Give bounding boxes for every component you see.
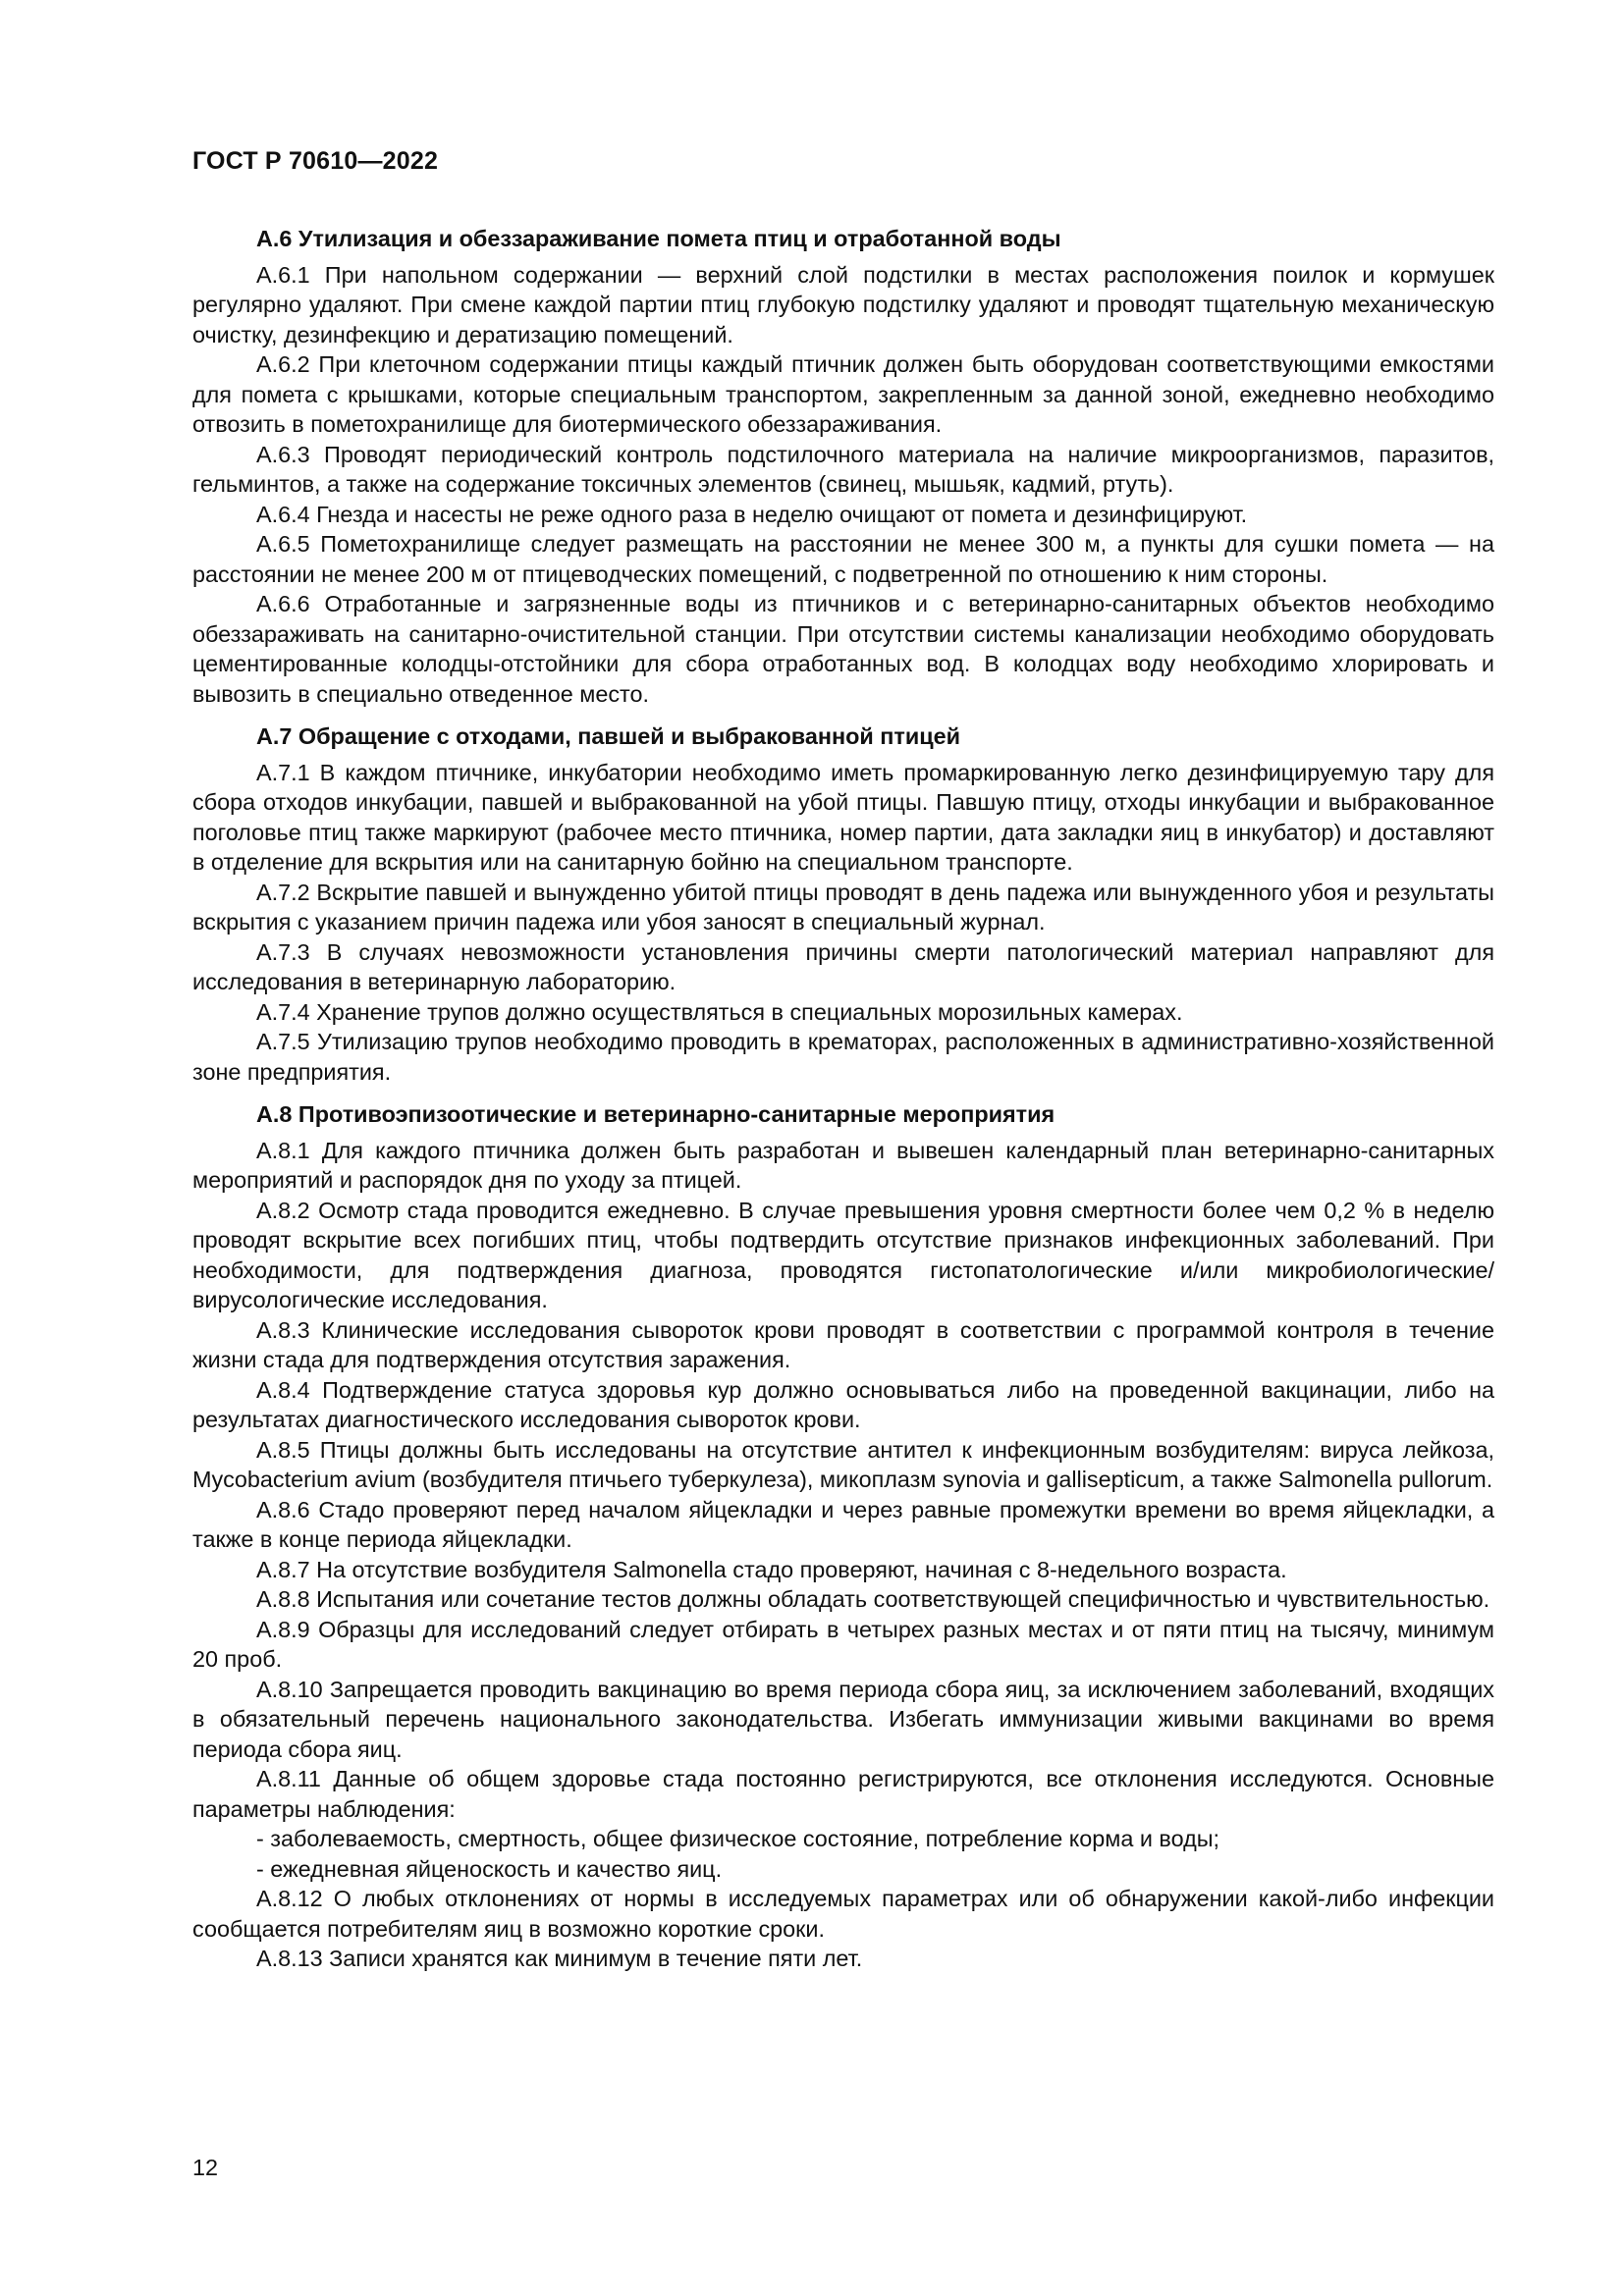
paragraph: А.7.2 Вскрытие павшей и вынужденно убитой птицы проводят в день падежа или вынужденного убоя и результаты вскрытия с указанием причин падежа или убоя заносят в специальный журнал. <box>192 879 1494 934</box>
paragraph: А.6.2 При клеточном содержании птицы каждый птичник должен быть оборудован соответствующими емкостями для помета с крышками, которые специальным транспортом, закрепленным за данной зоной, ежедневно необходимо отвозить в пометохранилище для биотермического обеззараживания. <box>192 351 1494 437</box>
paragraph: А.8.2 Осмотр стада проводится ежедневно. В случае превышения уровня смертности более чем 0,2 % в неделю проводят вскрытие всех погибших птиц, чтобы подтвердить отсутствие признаков инфекционных заболеваний. При необходимости, для подтверждения диагноза, проводятся гистопатологические и/или микробиологические/вирусологические исследования. <box>192 1197 1494 1312</box>
document-body <box>192 224 1494 1987</box>
paragraph: А.6.1 При напольном содержании — верхний слой подстилки в местах расположения поилок и кормушек регулярно удаляют. При смене каждой партии птиц глубокую подстилку удаляют и проводят тщательную механическую очистку, дезинфекцию и дератизацию помещений. <box>192 261 1494 347</box>
paragraph: А.8.8 Испытания или сочетание тестов должны обладать соответствующей специфичностью и чувствительностью. <box>256 1586 1490 1612</box>
paragraph: А.8.12 О любых отклонениях от нормы в исследуемых параметрах или об обнаружении какой-либо инфекции сообщается потребителям яиц в возможно короткие сроки. <box>192 1886 1494 1942</box>
paragraph: А.8.7 На отсутствие возбудителя Salmonella стадо проверяют, начиная с 8-недельного возраста. <box>256 1556 1287 1582</box>
paragraph: А.7.3 В случаях невозможности установления причины смерти патологический материал направляют для исследования в ветеринарную лабораторию. <box>192 938 1494 994</box>
paragraph: А.7.5 Утилизацию трупов необходимо проводить в крематорах, расположенных в административно-хозяйственной зоне предприятия. <box>192 1029 1494 1085</box>
page-number: 12 <box>192 2155 219 2180</box>
section-heading: А.6 Утилизация и обеззараживание помета птиц и отработанной воды <box>256 226 1061 251</box>
paragraph: А.8.3 Клинические исследования сывороток крови проводят в соответствии с программой контроля в течение жизни стада для подтверждения отсутствия заражения. <box>192 1316 1494 1372</box>
document-header: ГОСТ Р 70610—2022 <box>192 147 439 175</box>
paragraph: А.6.4 Гнезда и насесты не реже одного раза в неделю очищают от помета и дезинфицируют. <box>256 501 1248 527</box>
bullet-item: - ежедневная яйценоскость и качество яиц. <box>256 1855 723 1882</box>
paragraph: А.8.9 Образцы для исследований следует отбирать в четырех разных местах и от пяти птиц на тысячу, минимум 20 проб. <box>192 1616 1494 1672</box>
paragraph: А.6.6 Отработанные и загрязненные воды из птичников и с ветеринарно-санитарных объектов необходимо обеззараживать на санитарно-очистительной станции. При отсутствии системы канализации необходимо оборудовать цементированные колодцы-отстойники для сбора отработанных вод. В колодцах воду необходимо хлорировать и вывозить в специально отведенное место. <box>192 591 1494 707</box>
section-heading: А.7 Обращение с отходами, павшей и выбракованной птицей <box>256 723 960 749</box>
paragraph: А.6.5 Пометохранилище следует размещать на расстоянии не менее 300 м, а пункты для сушки помета — на расстоянии не менее 200 м от птицеводческих помещений, с подветренной по отношению к ним стороны. <box>192 531 1494 587</box>
paragraph: А.8.4 Подтверждение статуса здоровья кур должно основываться либо на проведенной вакцинации, либо на результатах диагностического исследования сывороток крови. <box>192 1376 1494 1432</box>
paragraph: А.8.13 Записи хранятся как минимум в течение пяти лет. <box>256 1946 863 1971</box>
paragraph: А.8.10 Запрещается проводить вакцинацию во время периода сбора яиц, за исключением заболеваний, входящих в обязательный перечень национального законодательства. Избегать иммунизации живыми вакцинами во время периода сбора яиц. <box>192 1676 1494 1762</box>
bullet-item: - заболеваемость, смертность, общее физическое состояние, потребление корма и воды; <box>256 1826 1220 1851</box>
paragraph: А.7.4 Хранение трупов должно осуществляться в специальных морозильных камерах. <box>256 998 1183 1025</box>
section-a7 <box>192 721 1494 1087</box>
paragraph: А.8.5 Птицы должны быть исследованы на отсутствие антител к инфекционным возбудителям: вируса лейкоза, Mycobacterium avium (возбудителя птичьего туберкулеза), микоплазм synovia и gallisepticum, а также Salmonella pullorum. <box>192 1436 1494 1492</box>
paragraph: А.8.11 Данные об общем здоровье стада постоянно регистрируются, все отклонения исследуются. Основные параметры наблюдения: <box>192 1766 1494 1822</box>
paragraph: А.8.6 Стадо проверяют перед началом яйцекладки и через равные промежутки времени во время яйцекладки, а также в конце периода яйцекладки. <box>192 1496 1494 1552</box>
paragraph: А.7.1 В каждом птичнике, инкубатории необходимо иметь промаркированную легко дезинфицируемую тару для сбора отходов инкубации, павшей и выбракованной на убой птицы. Павшую птицу, отходы инкубации и выбракованное поголовье птиц также маркируют (рабочее место птичника, номер партии, дата закладки яиц в инкубатор) и доставляют в отделение для вскрытия или на санитарную бойню на специальном транспорте. <box>192 759 1494 875</box>
section-heading: А.8 Противоэпизоотические и ветеринарно-санитарные мероприятия <box>256 1101 1056 1127</box>
paragraph: А.6.3 Проводят периодический контроль подстилочного материала на наличие микроорганизмов, паразитов, гельминтов, а также на содержание токсичных элементов (свинец, мышьяк, кадмий, ртуть). <box>192 441 1494 497</box>
section-a6 <box>192 224 1494 709</box>
paragraph: А.8.1 Для каждого птичника должен быть разработан и вывешен календарный план ветеринарно-санитарных мероприятий и распорядок дня по уходу за птицей. <box>192 1137 1494 1193</box>
section-a8 <box>192 1099 1494 1974</box>
